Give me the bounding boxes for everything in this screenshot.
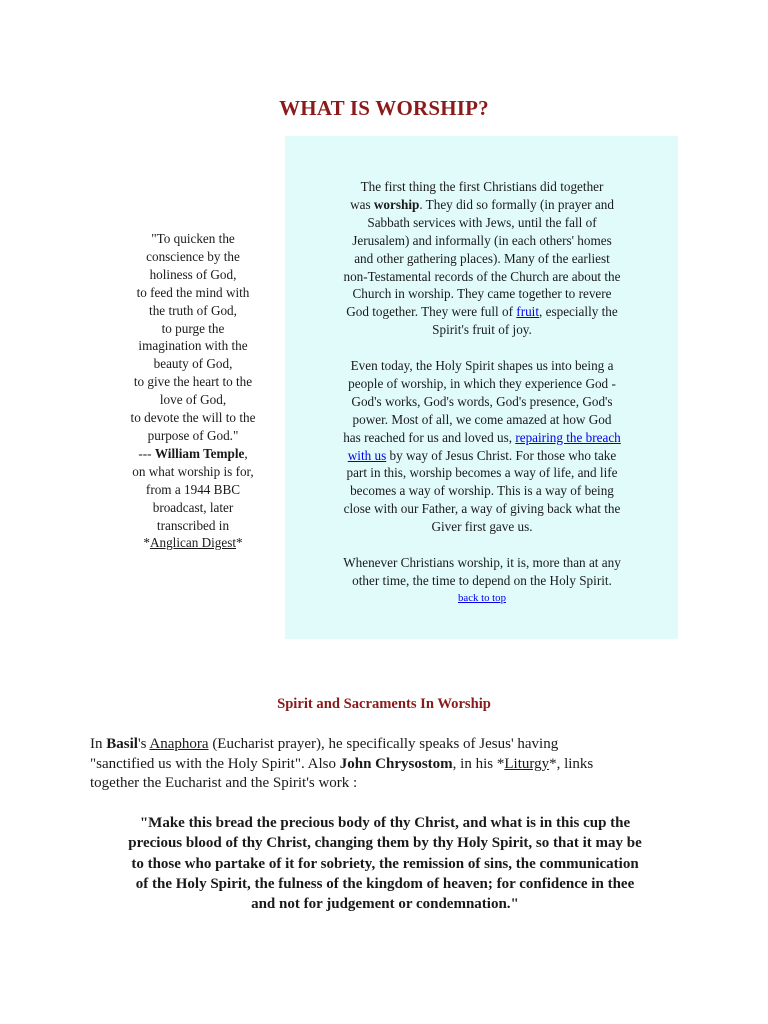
quote-line: to feed the mind with <box>136 284 250 300</box>
repairing-breach-link[interactable]: repairing the breach <box>515 429 621 445</box>
quote-attribution <box>108 445 278 463</box>
paragraph-gap <box>320 339 644 357</box>
paragraph-line: God together. They were full of fruit, especially the <box>346 304 618 320</box>
chrysostom-prayer-quote <box>80 813 690 914</box>
paragraph-line: Jerusalem) and informally (in each others' homes <box>352 232 612 248</box>
prayer-line: precious blood of thy Christ, changing them by thy Holy Spirit, so that it may be <box>128 835 642 852</box>
quote-line: to give the heart to the <box>133 374 253 390</box>
quote-source-line: broadcast, later <box>152 499 234 515</box>
quote-publication: *Anglican Digest* <box>143 535 243 551</box>
quote-source-line: on what worship is for, <box>132 463 254 479</box>
page-title: WHAT IS WORSHIP? <box>279 96 489 120</box>
liturgy-term: Liturgy <box>504 755 550 772</box>
publication-name: Anglican Digest <box>149 535 237 551</box>
paragraph-line: Spirit's fruit of joy. <box>432 322 532 338</box>
paragraph-line: other time, the time to depend on the Holy Spirit. <box>352 572 612 588</box>
quote-line: holiness of God, <box>149 266 237 282</box>
attribution-dashes: --- <box>138 445 155 461</box>
attribution-comma: , <box>244 445 248 461</box>
paragraph-line: and other gathering places). Many of the earliest <box>354 250 610 266</box>
quote-source-line: from a 1944 BBC <box>145 481 241 497</box>
quote-line: beauty of God, <box>153 356 233 372</box>
quote-line: "To quicken the <box>151 231 235 246</box>
paragraph-line: Whenever Christians worship, it is, more than at any <box>343 555 621 570</box>
quote-line: the truth of God, <box>149 302 237 318</box>
paragraph-line: power. Most of all, we come amazed at how God <box>352 411 612 427</box>
paragraph-line: God's works, God's words, God's presence, God's <box>351 393 613 409</box>
quote-line: imagination with the <box>138 338 248 354</box>
quote-line: to devote the will to the <box>130 410 256 426</box>
paragraph-line: Sabbath services with Jews, until the fall of <box>367 214 597 230</box>
william-temple-quote <box>108 230 278 552</box>
paragraph-line: The first thing the first Christians did together <box>360 179 604 194</box>
quote-line: love of God, <box>159 392 227 408</box>
paragraph-line: Even today, the Holy Spirit shapes us into being a <box>350 358 614 374</box>
quote-line: to purge the <box>161 320 225 336</box>
intro-line: In Basil's Anaphora (Eucharist prayer), he specifically speaks of Jesus' having <box>90 736 559 752</box>
author-name: William Temple <box>154 445 245 461</box>
anaphora-term: Anaphora <box>149 736 209 752</box>
fruit-link[interactable]: fruit <box>516 304 540 320</box>
paragraph-line: people of worship, in which they experience God - <box>348 375 616 391</box>
chrysostom-name: John Chrysostom <box>339 755 453 772</box>
prayer-line: "Make this bread the precious body of thy Christ, and what is in this cup the <box>139 815 631 831</box>
paragraph-line: Church in worship. They came together to revere <box>352 286 612 302</box>
paragraph-line: non-Testamental records of the Church are about the <box>343 268 621 284</box>
section-intro <box>90 735 690 794</box>
basil-name: Basil <box>106 736 138 752</box>
paragraph-line: was worship. They did so formally (in prayer and <box>350 196 614 212</box>
quote-source-line: transcribed in <box>156 517 230 533</box>
quote-line: conscience by the <box>146 248 240 264</box>
quote-line: purpose of God." <box>147 427 239 443</box>
repairing-breach-link-cont[interactable]: with us <box>347 447 387 463</box>
section-title: Spirit and Sacraments In Worship <box>277 696 491 712</box>
paragraph-line: Giver first gave us. <box>431 519 533 535</box>
paragraph-gap <box>320 536 644 554</box>
paragraph-line: part in this, worship becomes a way of life, and life <box>346 465 618 481</box>
paragraph-line: becomes a way of worship. This is a way of being <box>350 483 614 499</box>
worship-emphasis: worship <box>373 196 420 212</box>
paragraph-line: has reached for us and loved us, repairing the breach <box>343 429 621 445</box>
prayer-line: to those who partake of it for sobriety, the remission of sins, the communication <box>131 855 639 872</box>
intro-line: together the Eucharist and the Spirit's work : <box>90 775 358 792</box>
intro-line: "sanctified us with the Holy Spirit". Also John Chrysostom, in his *Liturgy*, links <box>90 755 594 772</box>
prayer-line: and not for judgement or condemnation." <box>251 896 519 913</box>
back-to-top-link[interactable]: back to top <box>458 591 506 604</box>
worship-intro-text <box>320 178 644 605</box>
paragraph-line: close with our Father, a way of giving back what the <box>343 501 621 517</box>
prayer-line: of the Holy Spirit, the fulness of the kingdom of heaven; for confidence in thee <box>135 875 635 892</box>
paragraph-line: with us by way of Jesus Christ. For those who take <box>347 447 617 463</box>
